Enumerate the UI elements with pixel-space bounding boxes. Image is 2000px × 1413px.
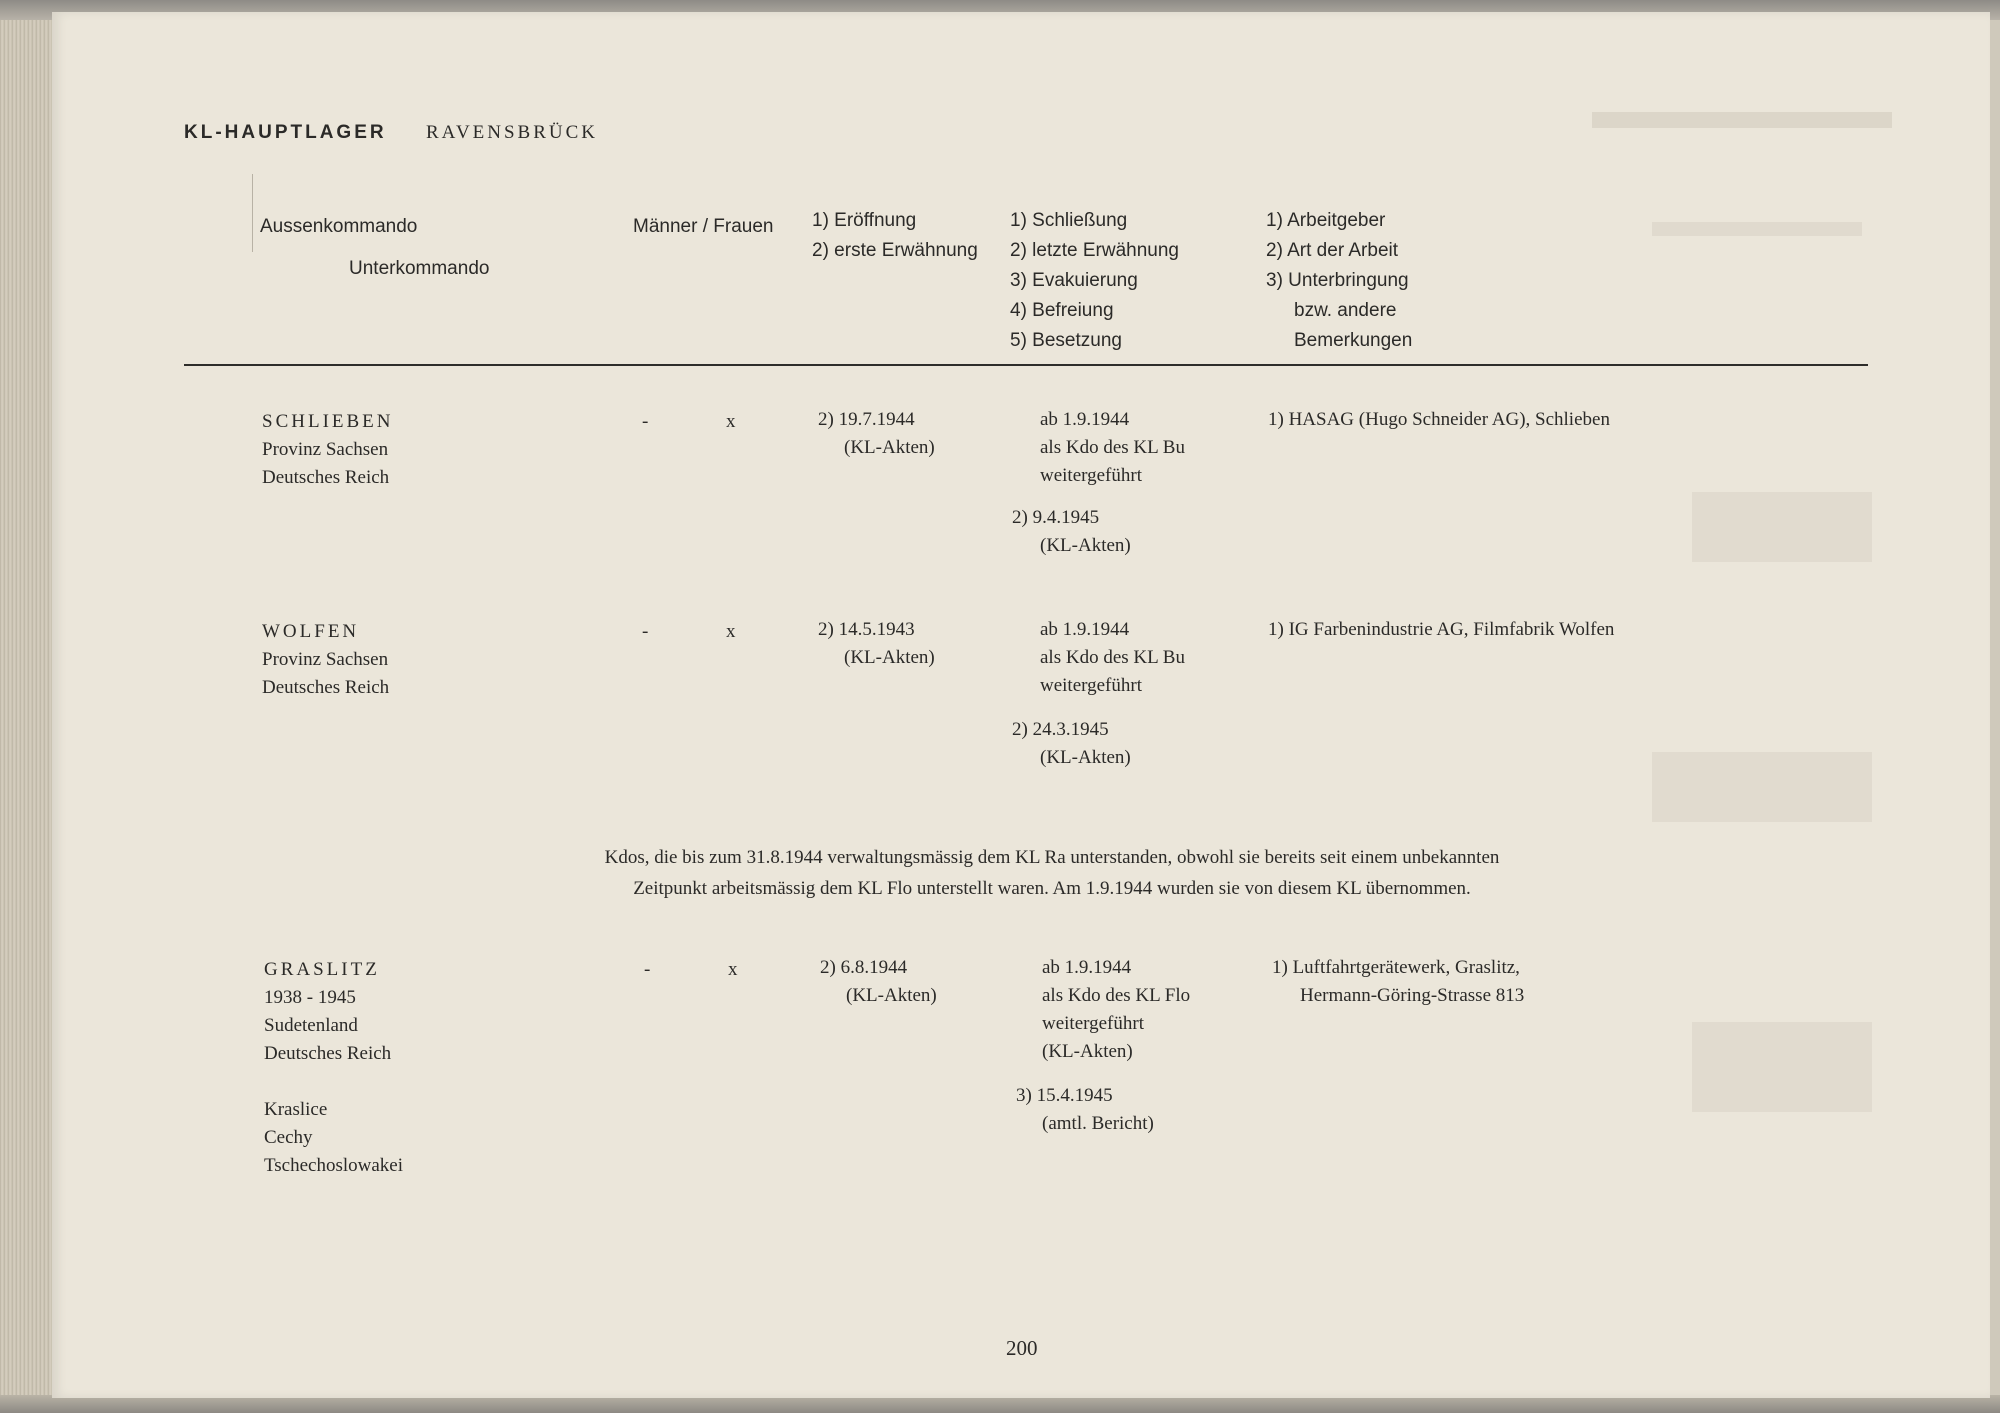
col-arbeit <box>1266 206 1412 356</box>
schliessung-line: ab 1.9.1944 <box>1042 957 1132 978</box>
col-schliessung-line: 1) Schließung <box>1010 210 1128 231</box>
location-name: GRASLITZ <box>264 959 380 980</box>
col-schliessung <box>1010 206 1179 356</box>
show-through <box>1692 492 1872 562</box>
entry-schliessung-a <box>1040 406 1185 490</box>
location-line: Deutsches Reich <box>264 1043 392 1064</box>
location-line: Sudetenland <box>264 1015 358 1036</box>
entry-schliessung-b <box>1012 504 1131 560</box>
entry-location <box>262 408 394 492</box>
location-line: Deutsches Reich <box>262 677 390 698</box>
col-arbeit-line: 3) Unterbringung <box>1266 270 1409 291</box>
entry-schliessung-a <box>1040 616 1185 700</box>
eroeffnung-line: (KL-Akten) <box>844 647 935 668</box>
entry-eroeffnung <box>818 406 935 462</box>
document-page <box>52 12 1990 1398</box>
location-line: Provinz Sachsen <box>262 439 389 460</box>
entry-location <box>262 618 389 702</box>
col-maenner-frauen: Männer / Frauen <box>633 216 774 237</box>
col-arbeit-line: 2) Art der Arbeit <box>1266 240 1399 261</box>
schliessung-line: als Kdo des KL Flo <box>1042 985 1191 1006</box>
location-name: WOLFEN <box>262 621 360 642</box>
eroeffnung-line: (KL-Akten) <box>844 437 935 458</box>
page-number: 200 <box>1006 1336 1038 1360</box>
eroeffnung-line: 2) 6.8.1944 <box>820 957 908 978</box>
col-schliessung-line: 2) letzte Erwähnung <box>1010 240 1179 261</box>
col-arbeit-line: bzw. andere <box>1294 300 1397 321</box>
location-line: Provinz Sachsen <box>262 649 389 670</box>
eroeffnung-line: (KL-Akten) <box>846 985 937 1006</box>
schliessung-line: weitergeführt <box>1040 675 1142 696</box>
entry-location <box>264 956 391 1068</box>
arbeit-line: 1) HASAG (Hugo Schneider AG), Schlieben <box>1268 409 1610 430</box>
schliessung-line: (amtl. Bericht) <box>1042 1113 1154 1134</box>
entry-schliessung-b <box>1016 1082 1154 1138</box>
entry-arbeit <box>1272 954 1524 1010</box>
location-line: Deutsches Reich <box>262 467 390 488</box>
book-page-edges <box>0 0 60 1413</box>
schliessung-line: 2) 9.4.1945 <box>1012 507 1100 528</box>
show-through <box>1692 1022 1872 1112</box>
header-margin-line <box>252 174 253 252</box>
col-unterkommando: Unterkommando <box>349 258 490 279</box>
frauen-mark: x <box>726 411 736 432</box>
col-schliessung-line: 3) Evakuierung <box>1010 270 1138 291</box>
schliessung-line: weitergeführt <box>1040 465 1142 486</box>
location-line: 1938 - 1945 <box>264 987 356 1008</box>
col-aussenkommando: Aussenkommando <box>260 216 418 237</box>
frauen-mark: x <box>726 621 736 642</box>
col-arbeit-line: Bemerkungen <box>1294 330 1413 351</box>
camp-name-heading: RAVENSBRÜCK <box>426 122 599 143</box>
header-rule <box>184 364 1868 366</box>
location-name: SCHLIEBEN <box>262 411 394 432</box>
location-line: Kraslice <box>264 1099 328 1120</box>
schliessung-line: 2) 24.3.1945 <box>1012 719 1109 740</box>
note-line: Zeitpunkt arbeitsmässig dem KL Flo unterstellt waren. Am 1.9.1944 wurden sie von diesem KL übernommen. <box>633 878 1471 899</box>
eroeffnung-line: 2) 19.7.1944 <box>818 409 915 430</box>
entry-eroeffnung <box>818 616 935 672</box>
arbeit-line: 1) IG Farbenindustrie AG, Filmfabrik Wolfen <box>1268 619 1615 640</box>
location-line: Tschechoslowakei <box>264 1155 404 1176</box>
schliessung-line: ab 1.9.1944 <box>1040 409 1130 430</box>
note-line: Kdos, die bis zum 31.8.1944 verwaltungsmässig dem KL Ra unterstanden, obwohl sie bereits seit einem unbekannten <box>604 847 1500 868</box>
entry-schliessung-b <box>1012 716 1131 772</box>
col-eroeffnung-line: 1) Eröffnung <box>812 210 917 231</box>
schliessung-line: (KL-Akten) <box>1040 747 1131 768</box>
schliessung-line: 3) 15.4.1945 <box>1016 1085 1113 1106</box>
maenner-mark: - <box>642 621 649 642</box>
camp-type-heading: KL-HAUPTLAGER <box>184 122 387 143</box>
col-schliessung-line: 4) Befreiung <box>1010 300 1114 321</box>
schliessung-line: ab 1.9.1944 <box>1040 619 1130 640</box>
arbeit-line: Hermann-Göring-Strasse 813 <box>1300 985 1525 1006</box>
show-through <box>1592 112 1892 128</box>
entry-schliessung-a <box>1042 954 1190 1066</box>
kommando-note <box>432 842 1672 904</box>
schliessung-line: als Kdo des KL Bu <box>1040 437 1185 458</box>
arbeit-line: 1) Luftfahrtgerätewerk, Graslitz, <box>1272 957 1520 978</box>
schliessung-line: (KL-Akten) <box>1042 1041 1133 1062</box>
show-through <box>1652 222 1862 236</box>
col-schliessung-line: 5) Besetzung <box>1010 330 1122 351</box>
show-through <box>1652 752 1872 822</box>
col-eroeffnung <box>812 206 978 266</box>
maenner-mark: - <box>644 959 651 980</box>
entry-location-current <box>264 1096 403 1180</box>
eroeffnung-line: 2) 14.5.1943 <box>818 619 915 640</box>
col-arbeit-line: 1) Arbeitgeber <box>1266 210 1386 231</box>
schliessung-line: als Kdo des KL Bu <box>1040 647 1185 668</box>
entry-eroeffnung <box>820 954 937 1010</box>
schliessung-line: (KL-Akten) <box>1040 535 1131 556</box>
location-line: Cechy <box>264 1127 313 1148</box>
maenner-mark: - <box>642 411 649 432</box>
col-eroeffnung-line: 2) erste Erwähnung <box>812 240 978 261</box>
frauen-mark: x <box>728 959 738 980</box>
schliessung-line: weitergeführt <box>1042 1013 1144 1034</box>
